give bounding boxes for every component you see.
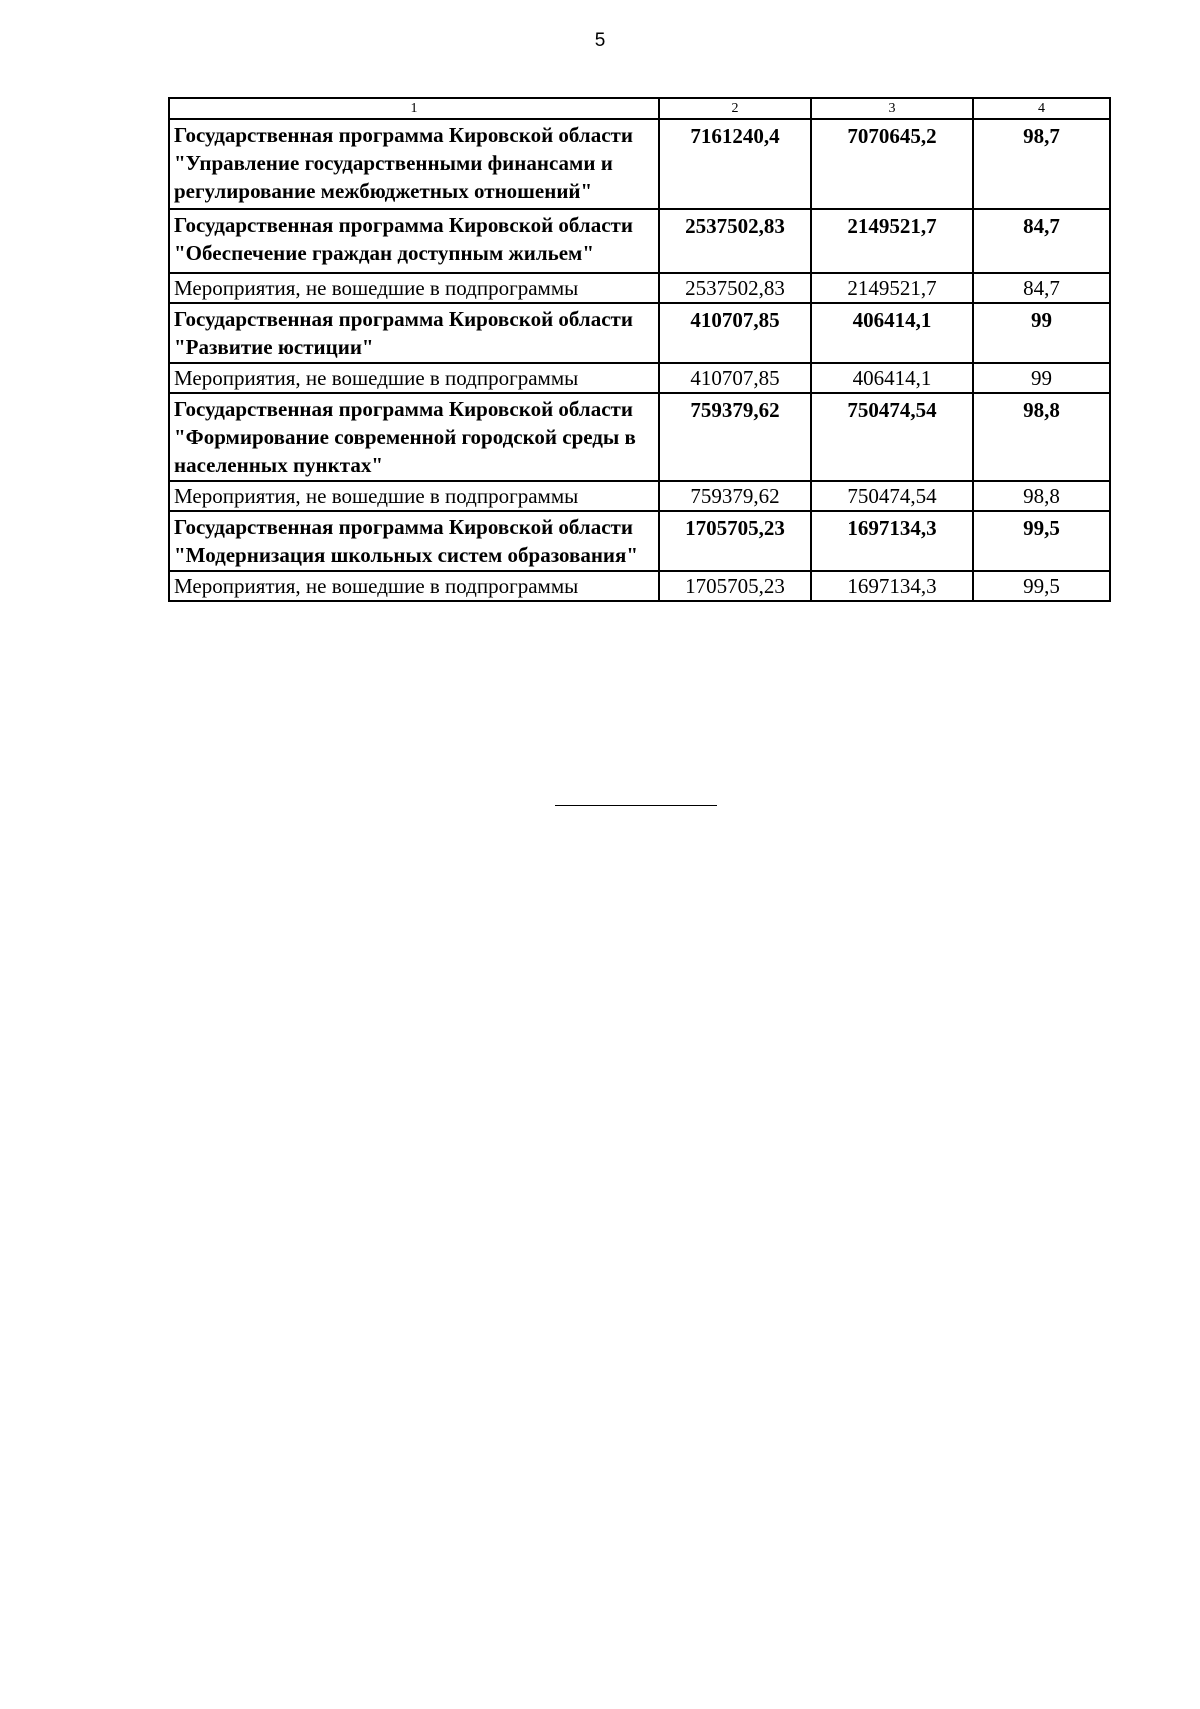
subprogram-name: Мероприятия, не вошедшие в подпрограммы xyxy=(169,273,659,303)
closing-rule-divider xyxy=(555,805,717,806)
program-name: Государственная программа Кировской области "Обеспечение граждан доступным жильем" xyxy=(169,209,659,273)
execution-percent: 84,7 xyxy=(973,273,1110,303)
planned-amount: 410707,85 xyxy=(659,303,811,363)
execution-percent: 99,5 xyxy=(973,571,1110,601)
executed-amount: 406414,1 xyxy=(811,303,973,363)
column-header-1: 1 xyxy=(169,98,659,119)
page-number: 5 xyxy=(594,30,606,51)
execution-percent: 99 xyxy=(973,303,1110,363)
subprogram-name: Мероприятия, не вошедшие в подпрограммы xyxy=(169,363,659,393)
executed-amount: 7070645,2 xyxy=(811,119,973,209)
execution-percent: 99 xyxy=(973,363,1110,393)
executed-amount: 750474,54 xyxy=(811,393,973,481)
column-header-4: 4 xyxy=(973,98,1110,119)
program-row xyxy=(169,511,1110,571)
executed-amount: 1697134,3 xyxy=(811,511,973,571)
program-row xyxy=(169,209,1110,273)
execution-percent: 99,5 xyxy=(973,511,1110,571)
executed-amount: 406414,1 xyxy=(811,363,973,393)
planned-amount: 1705705,23 xyxy=(659,571,811,601)
subprogram-name: Мероприятия, не вошедшие в подпрограммы xyxy=(169,481,659,511)
executed-amount: 1697134,3 xyxy=(811,571,973,601)
planned-amount: 759379,62 xyxy=(659,393,811,481)
program-name: Государственная программа Кировской области "Развитие юстиции" xyxy=(169,303,659,363)
program-row xyxy=(169,393,1110,481)
planned-amount: 2537502,83 xyxy=(659,209,811,273)
executed-amount: 750474,54 xyxy=(811,481,973,511)
executed-amount: 2149521,7 xyxy=(811,209,973,273)
planned-amount: 7161240,4 xyxy=(659,119,811,209)
program-row xyxy=(169,119,1110,209)
column-number-header-row xyxy=(169,98,1110,119)
program-name: Государственная программа Кировской области "Формирование современной городской среды в населенных пунктах" xyxy=(169,393,659,481)
subprogram-name: Мероприятия, не вошедшие в подпрограммы xyxy=(169,571,659,601)
program-name: Государственная программа Кировской области "Управление государственными финансами и регулирование межбюджетных отношений" xyxy=(169,119,659,209)
subprogram-row xyxy=(169,273,1110,303)
column-header-3: 3 xyxy=(811,98,973,119)
execution-percent: 98,8 xyxy=(973,481,1110,511)
planned-amount: 2537502,83 xyxy=(659,273,811,303)
planned-amount: 759379,62 xyxy=(659,481,811,511)
subprogram-row xyxy=(169,363,1110,393)
program-name: Государственная программа Кировской области "Модернизация школьных систем образования" xyxy=(169,511,659,571)
budget-execution-table xyxy=(168,97,1111,602)
executed-amount: 2149521,7 xyxy=(811,273,973,303)
execution-percent: 84,7 xyxy=(973,209,1110,273)
execution-percent: 98,7 xyxy=(973,119,1110,209)
program-row xyxy=(169,303,1110,363)
planned-amount: 410707,85 xyxy=(659,363,811,393)
column-header-2: 2 xyxy=(659,98,811,119)
subprogram-row xyxy=(169,481,1110,511)
planned-amount: 1705705,23 xyxy=(659,511,811,571)
subprogram-row xyxy=(169,571,1110,601)
execution-percent: 98,8 xyxy=(973,393,1110,481)
